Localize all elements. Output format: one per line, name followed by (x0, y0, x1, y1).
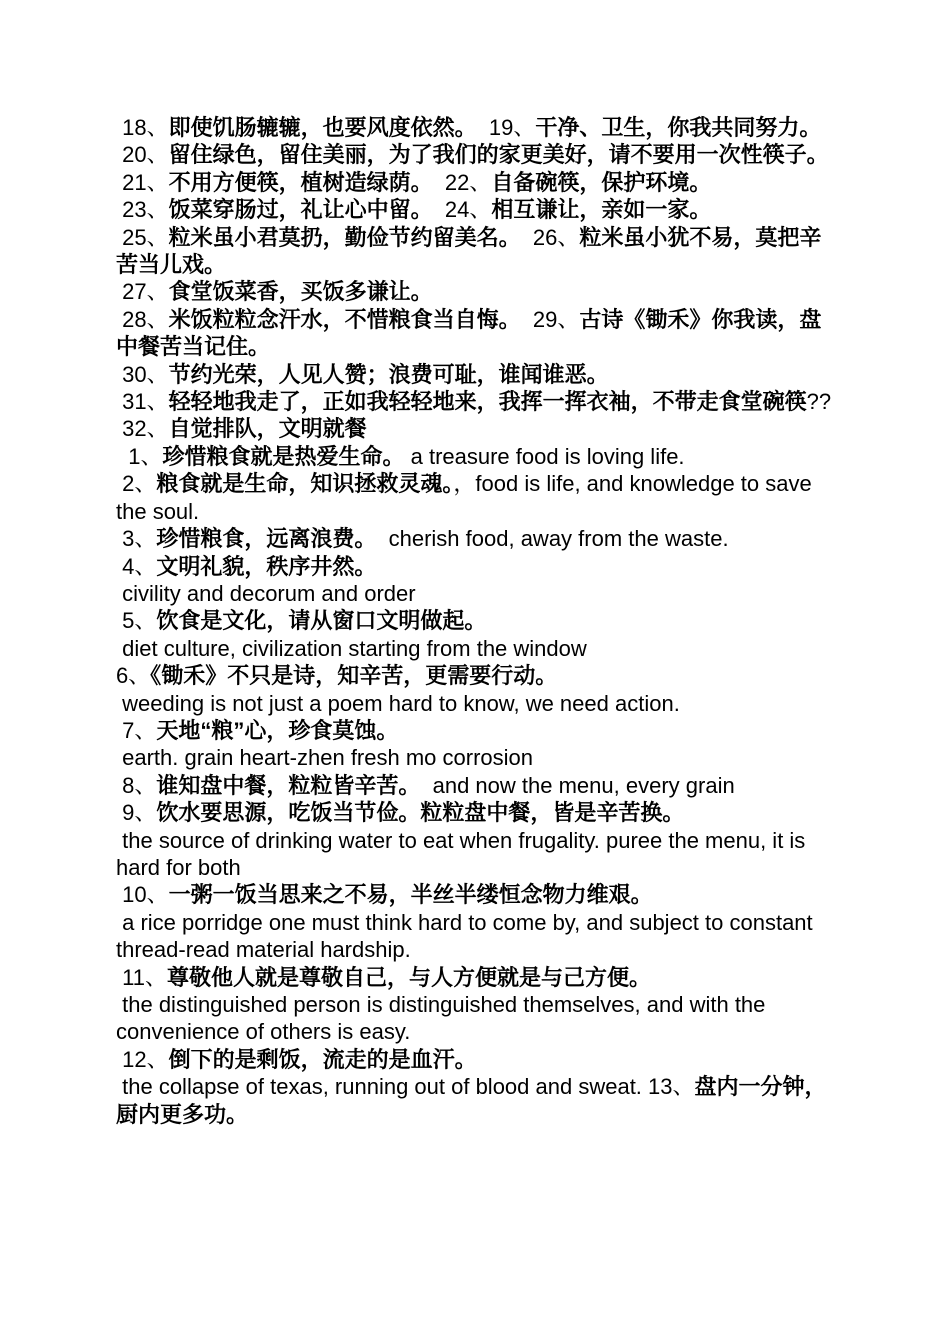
english-text: weeding is not just a poem hard to know, we need action. (116, 690, 680, 716)
text-line (116, 114, 836, 141)
english-text: 2、 (116, 471, 157, 497)
english-text: the distinguished person is distinguished themselves, and with the convenience of others is easy. (116, 992, 772, 1045)
text-line (116, 635, 836, 662)
chinese-text: 食堂饭菜香，买饭多谦让。 (168, 279, 433, 305)
text-line (116, 224, 836, 279)
english-text: ，food is life, and knowledge to save the soul. (116, 471, 818, 524)
chinese-text: 饮水要思源，吃饭当节俭。粒粒盘中餐，皆是辛苦换。 (156, 800, 685, 826)
text-line (116, 827, 836, 882)
english-text: 7、 (116, 717, 157, 743)
english-text: cherish food, away from the waste. (376, 526, 729, 552)
text-line (116, 169, 836, 196)
chinese-text: 即使饥肠辘辘，也要风度依然。 (168, 115, 477, 140)
text-line (116, 443, 836, 470)
chinese-text: 不用方便筷，植树造绿荫。 (168, 169, 433, 195)
chinese-text: 谁知盘中餐，粒粒皆辛苦。 (156, 772, 421, 798)
english-text: 26、 (520, 224, 580, 250)
text-line (116, 388, 836, 415)
english-text: 12、 (116, 1046, 169, 1072)
chinese-text: 饭菜穿肠过，礼让心中留。 (168, 197, 433, 223)
english-text: 4、 (116, 553, 157, 579)
english-text: 24、 (432, 197, 492, 223)
chinese-text: 文明礼貌，秩序井然。 (156, 553, 377, 579)
english-text: a rice porridge one must think hard to come by, and subject to constant thread-read material hardship. (116, 909, 819, 963)
chinese-text: 相互谦让，亲如一家。 (491, 197, 712, 223)
text-line (116, 717, 836, 744)
english-text: 29、 (520, 306, 580, 332)
text-line (116, 141, 836, 168)
english-text: 27、 (116, 279, 169, 305)
slogan-list (116, 114, 836, 1128)
text-line (116, 278, 836, 305)
chinese-text: 干净、卫生，你我共同努力。 (535, 115, 822, 140)
chinese-text: 天地“粮”心，珍食莫蚀。 (156, 717, 399, 743)
text-line (116, 964, 836, 991)
chinese-text: 珍惜粮食，远离浪费。 (156, 526, 377, 552)
chinese-text: 自觉排队，文明就餐 (168, 416, 367, 442)
chinese-text: 饮食是文化，请从窗口文明做起。 (156, 608, 487, 634)
chinese-text: 古诗《锄禾》你我读，盘中餐苦当记住。 (116, 306, 822, 360)
chinese-text: 米饭粒粒念汗水，不惜粮食当自悔。 (168, 306, 521, 332)
text-line (116, 991, 836, 1046)
chinese-text: 粒米虽小君莫扔，勤俭节约留美名。 (168, 224, 521, 250)
text-line (116, 196, 836, 223)
text-line (116, 744, 836, 771)
text-line (116, 525, 836, 552)
text-line (116, 306, 836, 361)
english-text: a treasure food is loving life. (404, 443, 685, 469)
english-text: 22、 (432, 169, 492, 195)
chinese-text: 珍惜粮食就是热爱生命。 (162, 443, 405, 469)
english-text: 8、 (116, 772, 157, 798)
text-line (116, 1073, 836, 1128)
english-text: ?? (806, 389, 832, 415)
chinese-text: 粒米虽小犹不易，莫把辛苦当儿戏。 (116, 224, 822, 278)
text-line (116, 553, 836, 580)
english-text: 19、 (476, 115, 536, 140)
english-text: 9、 (116, 800, 157, 826)
text-line (116, 662, 836, 689)
chinese-text: 盘内一分钟，厨内更多功。 (116, 1074, 827, 1127)
english-text: and now the menu, every grain (420, 772, 735, 798)
chinese-text: 自备碗筷，保护环境。 (491, 169, 712, 195)
text-line (116, 690, 836, 717)
chinese-text: 轻轻地我走了，正如我轻轻地来，我挥一挥衣袖，不带走食堂碗筷 (168, 389, 807, 415)
english-text: 18、 (116, 115, 169, 140)
text-line (116, 881, 836, 908)
english-text: 32、 (116, 416, 169, 442)
chinese-text: 《锄禾》不只是诗，知辛苦，更需要行动。 (150, 663, 558, 689)
english-text: the collapse of texas, running out of blood and sweat. 13、 (116, 1074, 695, 1100)
chinese-text: 倒下的是剩饭，流走的是血汗。 (168, 1046, 477, 1072)
text-line (116, 772, 836, 799)
chinese-text: 粮食就是生命，知识拯救灵魂。 (156, 471, 454, 497)
english-text: 31、 (116, 389, 169, 415)
chinese-text: 一粥一饭当思来之不易，半丝半缕恒念物力维艰。 (168, 882, 653, 908)
chinese-text: 节约光荣，人见人赞；浪费可耻，谁闻谁恶。 (168, 361, 609, 387)
english-text: 30、 (116, 361, 169, 387)
english-text: 11、 (116, 964, 167, 990)
text-line (116, 1046, 836, 1073)
text-line (116, 909, 836, 964)
english-text: 28、 (116, 306, 169, 332)
english-text: 3、 (116, 526, 157, 552)
english-text: 21、 (116, 169, 169, 195)
english-text: 5、 (116, 608, 157, 634)
english-text: 25、 (116, 224, 169, 250)
english-text: 23、 (116, 197, 169, 223)
english-text: 6、 (116, 663, 151, 689)
text-line (116, 799, 836, 826)
english-text: 20、 (116, 142, 169, 168)
text-line (116, 470, 836, 525)
chinese-text: 尊敬他人就是尊敬自己，与人方便就是与己方便。 (166, 964, 651, 990)
english-text: civility and decorum and order (116, 580, 416, 606)
english-text: diet culture, civilization starting from the window (116, 635, 587, 661)
text-line (116, 607, 836, 634)
english-text: 1、 (116, 443, 163, 469)
text-line (116, 361, 836, 388)
text-line (116, 580, 836, 607)
english-text: 10、 (116, 882, 169, 908)
chinese-text: 留住绿色，留住美丽，为了我们的家更美好，请不要用一次性筷子。 (168, 142, 829, 168)
english-text: earth. grain heart-zhen fresh mo corrosion (116, 745, 533, 771)
english-text: the source of drinking water to eat when frugality. puree the menu, it is hard for both (116, 827, 812, 880)
text-line (116, 415, 836, 442)
